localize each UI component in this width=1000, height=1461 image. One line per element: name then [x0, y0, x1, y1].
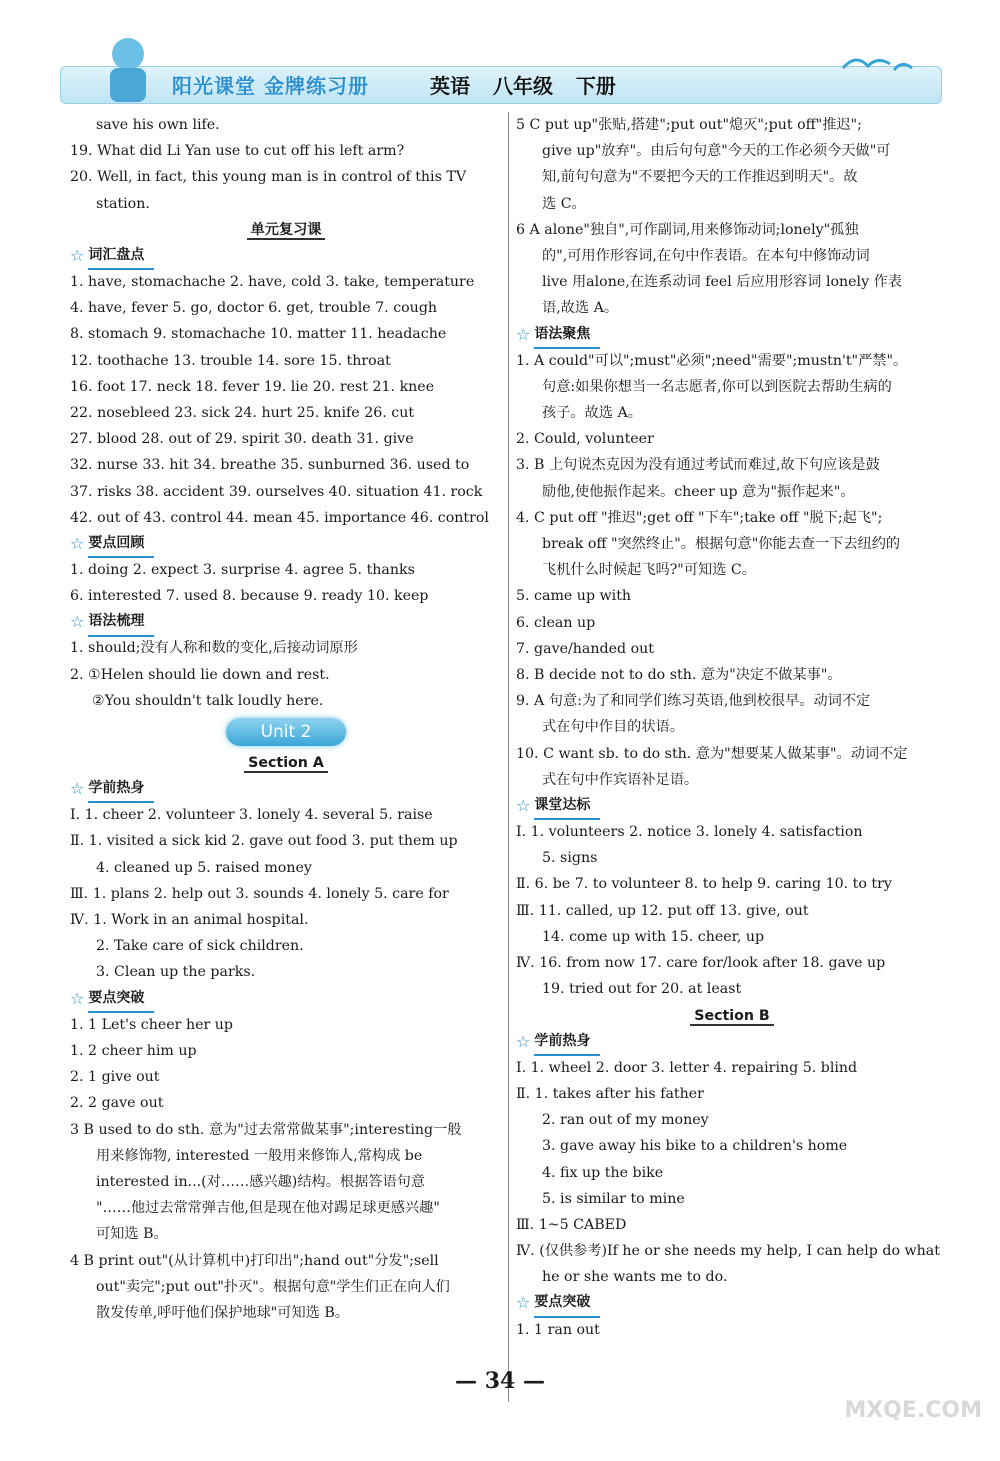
answer-line: 5. signs — [542, 850, 598, 867]
answer-line: 1. should;没有人称和数的变化,后接动词原形 — [70, 640, 358, 657]
answer-line: Ⅲ. 1. plans 2. help out 3. sounds 4. lonely 5. care for — [70, 885, 449, 902]
answer-line: 9. A 句意:为了和同学们练习英语,他到校很早。动词不定 — [516, 693, 871, 710]
answer-line: 式在句中作目的状语。 — [542, 719, 684, 736]
page-header — [0, 0, 1000, 110]
answer-line: 式在句中作宾语补足语。 — [542, 771, 699, 788]
answer-line: he or she wants me to do. — [542, 1269, 728, 1286]
answer-line: 1. 1 Let's cheer her up — [70, 1016, 234, 1033]
answer-line: 10. C want sb. to do sth. 意为"想要某人做某事"。动词不定 — [516, 745, 908, 762]
column-divider — [508, 112, 509, 1402]
answer-line: 4. C put off "推迟";get off "下车";take off "脱下;起飞"; — [516, 509, 883, 526]
answer-line: 知,前句句意为"不要把今天的工作推迟到明天"。故 — [542, 169, 858, 186]
subsection-heading — [516, 1291, 948, 1317]
answer-line: Ⅳ. 1. Work in an animal hospital. — [70, 912, 309, 929]
subsection-label: 语法梳理 — [88, 608, 154, 636]
answer-line: 27. blood 28. out of 29. spirit 30. death 31. give — [70, 431, 414, 448]
subsection-label: 学前热身 — [88, 775, 154, 803]
answer-line: 1. 2 cheer him up — [70, 1042, 197, 1059]
answer-line: 1. A could"可以";must"必须";need"需要";mustn't"严禁"。 — [516, 352, 908, 369]
answer-line: 42. out of 43. control 44. mean 45. importance 46. control — [70, 509, 489, 526]
answer-line: 1. have, stomachache 2. have, cold 3. take, temperature — [70, 274, 475, 291]
answer-line: Ⅳ. (仅供参考)If he or she needs my help, I can help do what — [516, 1243, 940, 1260]
answer-line: 励他,使他振作起来。cheer up 意为"振作起来"。 — [542, 483, 855, 500]
star-icon: ☆ — [70, 533, 85, 553]
star-icon: ☆ — [70, 779, 85, 799]
answer-line: interested in...(对……感兴趣)结构。根据答语句意 — [96, 1173, 426, 1190]
star-icon: ☆ — [70, 245, 85, 265]
answer-line: Ⅱ. 1. takes after his father — [516, 1085, 704, 1102]
answer-line: 4. fix up the bike — [542, 1164, 664, 1181]
answer-line: Ⅳ. 16. from now 17. care for/look after 18. gave up — [516, 955, 886, 972]
answer-line: Ⅱ. 1. visited a sick kid 2. gave out food 3. put them up — [70, 833, 458, 850]
answer-line: Ⅰ. 1. wheel 2. door 3. letter 4. repairing 5. blind — [516, 1059, 858, 1076]
star-icon: ☆ — [516, 1031, 531, 1051]
star-icon: ☆ — [516, 324, 531, 344]
unit-badge: Unit 2 — [226, 718, 346, 746]
answer-line: live 用alone,在连系动词 feel 后应用形容词 lonely 作表 — [542, 274, 902, 291]
answer-line: station. — [96, 195, 150, 212]
answer-line: 飞机什么时候起飞吗?"可知选 C。 — [542, 562, 756, 579]
answer-line: 6. interested 7. used 8. because 9. ready 10. keep — [70, 588, 429, 605]
subsection-label: 要点突破 — [534, 1289, 600, 1317]
answer-line: 1. 1 ran out — [516, 1321, 600, 1338]
answer-line: 12. toothache 13. trouble 14. sore 15. throat — [70, 352, 391, 369]
answer-line: 句意:如果你想当一名志愿者,你可以到医院去帮助生病的 — [542, 378, 892, 395]
answer-line: 6. clean up — [516, 614, 596, 631]
star-icon: ☆ — [516, 795, 531, 815]
left-column — [70, 112, 502, 1326]
answer-line: 2. ran out of my money — [542, 1112, 709, 1129]
answer-line: 6 A alone"独自",可作副词,用来修饰动词;lonely"孤独 — [516, 221, 859, 238]
subsection-label: 课堂达标 — [534, 792, 600, 820]
subsection-heading — [70, 776, 502, 802]
answer-line: 的",可用作形容词,在句中作表语。在本句中修饰动词 — [542, 248, 870, 265]
answer-line: 5. is similar to mine — [542, 1190, 685, 1207]
subsection-heading — [70, 531, 502, 557]
section-title-text: 单元复习课 — [247, 222, 326, 240]
answer-line: 2. Take care of sick children. — [96, 938, 304, 955]
answer-line: 3. Clean up the parks. — [96, 964, 256, 981]
answer-line: 2. 1 give out — [70, 1069, 160, 1086]
answer-line: 32. nurse 33. hit 34. breathe 35. sunburned 36. used to — [70, 457, 470, 474]
watermark: MXQE.COM — [844, 1398, 982, 1423]
answer-line: 14. come up with 15. cheer, up — [542, 928, 765, 945]
subsection-label: 词汇盘点 — [88, 242, 154, 270]
answer-line: 8. B decide not to do sth. 意为"决定不做某事"。 — [516, 667, 842, 684]
star-icon: ☆ — [70, 988, 85, 1008]
answer-line: give up"放弃"。由后句句意"今天的工作必须今天做"可 — [542, 143, 891, 160]
answer-line: 孩子。故选 A。 — [542, 405, 642, 422]
book-brand: 阳光课堂 金牌练习册 — [172, 74, 369, 98]
answer-line: 4 B print out"(从计算机中)打印出";hand out"分发";sell — [70, 1252, 439, 1269]
section-title — [516, 1003, 948, 1029]
answer-line: "……他过去常常弹吉他,但是现在他对踢足球更感兴趣" — [96, 1200, 440, 1217]
subsection-label: 要点回顾 — [88, 530, 154, 558]
answer-line: 2. 2 gave out — [70, 1095, 164, 1112]
answer-line: 3 B used to do sth. 意为"过去常常做某事";interesting一般 — [70, 1121, 462, 1138]
answer-line: 4. have, fever 5. go, doctor 6. get, trouble 7. cough — [70, 300, 438, 317]
subsection-label: 学前热身 — [534, 1028, 600, 1056]
answer-line: ②You shouldn't talk loudly here. — [92, 692, 324, 709]
answer-line: 7. gave/handed out — [516, 640, 654, 657]
answer-line: Ⅰ. 1. volunteers 2. notice 3. lonely 4. satisfaction — [516, 824, 863, 841]
answer-line: 2. ①Helen should lie down and rest. — [70, 666, 330, 683]
answer-line: 5. came up with — [516, 588, 632, 605]
answer-line: 37. risks 38. accident 39. ourselves 40. situation 41. rock — [70, 483, 483, 500]
answer-line: 1. doing 2. expect 3. surprise 4. agree 5. thanks — [70, 562, 415, 579]
answer-line: 19. What did Li Yan use to cut off his left arm? — [70, 143, 405, 160]
answer-line: 可知选 B。 — [96, 1226, 168, 1243]
subsection-heading — [70, 243, 502, 269]
answer-line: 散发传单,呼吁他们保护地球"可知选 B。 — [96, 1304, 349, 1321]
answer-line: 19. tried out for 20. at least — [542, 981, 742, 998]
subsection-label: 要点突破 — [88, 985, 154, 1013]
answer-line: 20. Well, in fact, this young man is in control of this TV — [70, 169, 467, 186]
answer-line: 5 C put up"张贴,搭建";put out"熄灭";put off"推迟"; — [516, 117, 862, 133]
subsection-heading — [70, 609, 502, 635]
bird-icon — [838, 48, 918, 78]
section-title — [70, 217, 502, 243]
subsection-heading — [516, 1029, 948, 1055]
answer-line: Ⅰ. 1. cheer 2. volunteer 3. lonely 4. several 5. raise — [70, 807, 433, 824]
answer-line: out"卖完";put out"扑灭"。根据句意"学生们正在向人们 — [96, 1278, 450, 1295]
answer-line: Ⅲ. 1~5 CABED — [516, 1216, 627, 1233]
subsection-label: 语法聚焦 — [534, 321, 600, 349]
answer-line: save his own life. — [96, 117, 220, 133]
subsection-heading — [516, 322, 948, 348]
star-icon: ☆ — [70, 612, 85, 632]
answer-line: 语,故选 A。 — [542, 300, 619, 317]
page-number: — 34 — — [455, 1368, 545, 1394]
star-icon: ☆ — [516, 1293, 531, 1313]
answer-line: 选 C。 — [542, 195, 586, 212]
answer-line: 22. nosebleed 23. sick 24. hurt 25. knife 26. cut — [70, 405, 415, 422]
answer-line: 用来修饰物, interested 一般用来修饰人,常构成 be — [96, 1147, 423, 1164]
answer-line: 3. gave away his bike to a children's home — [542, 1138, 848, 1155]
section-title-text: Section B — [690, 1008, 774, 1026]
mascot-icon — [88, 32, 168, 104]
answer-line: 2. Could, volunteer — [516, 431, 654, 448]
answer-line: 8. stomach 9. stomachache 10. matter 11. headache — [70, 326, 447, 343]
subsection-heading — [70, 986, 502, 1012]
right-column — [516, 112, 948, 1343]
section-title-text: Section A — [244, 755, 328, 773]
answer-line: 4. cleaned up 5. raised money — [96, 859, 312, 876]
answer-line: 16. foot 17. neck 18. fever 19. lie 20. rest 21. knee — [70, 378, 435, 395]
subsection-heading — [516, 793, 948, 819]
book-subject: 英语 八年级 下册 — [430, 74, 616, 98]
answer-line: Ⅱ. 6. be 7. to volunteer 8. to help 9. caring 10. to try — [516, 876, 892, 893]
answer-line: 3. B 上句说杰克因为没有通过考试而难过,故下句应该是鼓 — [516, 457, 880, 474]
section-title — [70, 750, 502, 776]
answer-line: break off "突然终止"。根据句意"你能去查一下去纽约的 — [542, 536, 901, 553]
answer-line: Ⅲ. 11. called, up 12. put off 13. give, out — [516, 902, 809, 919]
